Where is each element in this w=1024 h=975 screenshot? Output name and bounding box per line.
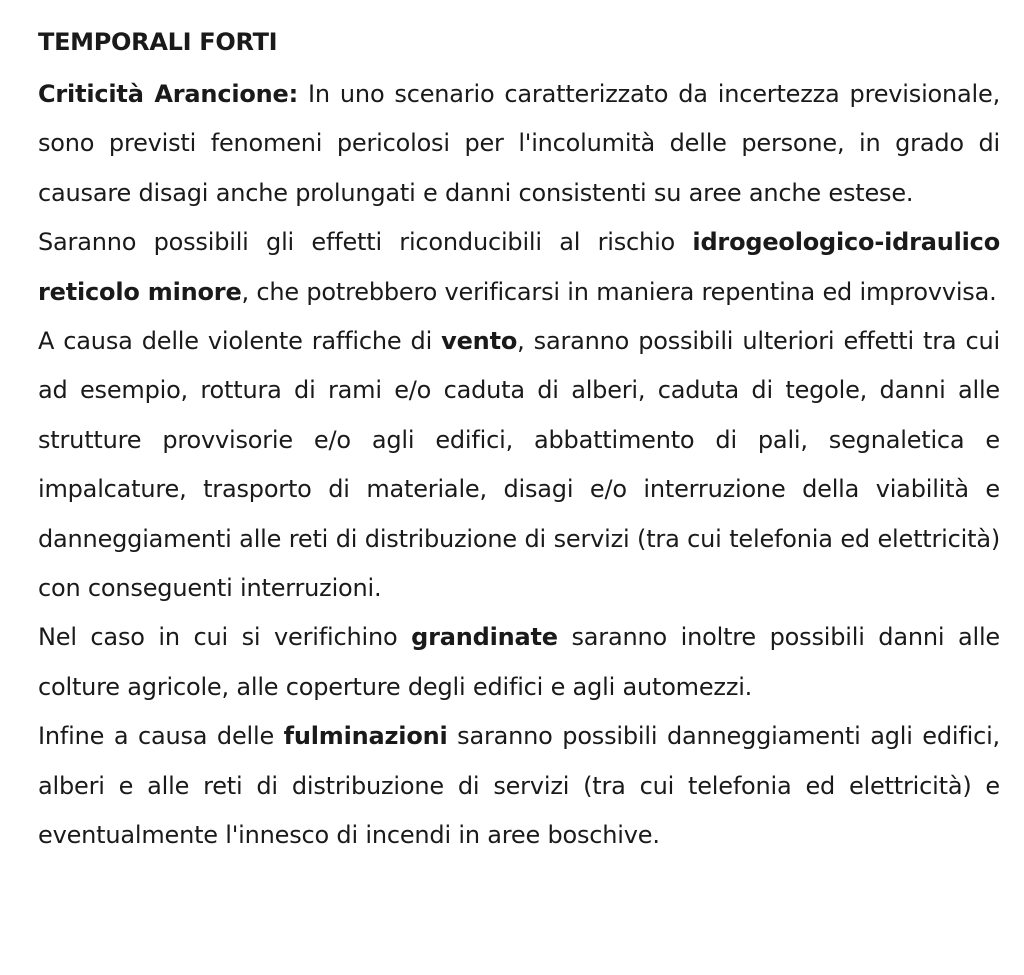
grandinate-bold: grandinate	[411, 623, 558, 652]
rischio-text-before: Saranno possibili gli effetti riconducibili al rischio	[38, 228, 693, 257]
paragraph-criticita	[38, 70, 1000, 218]
fulminazioni-text-before: Infine a causa delle	[38, 722, 284, 751]
vento-text-before: A causa delle violente raffiche di	[38, 327, 442, 356]
document-body	[38, 22, 1000, 861]
paragraph-rischio-idrogeologico	[38, 218, 1000, 317]
rischio-text-after: , che potrebbero verificarsi in maniera repentina ed improvvisa.	[241, 277, 997, 306]
fulminazioni-bold: fulminazioni	[283, 722, 448, 751]
paragraph-grandinate	[38, 613, 1000, 712]
criticita-text: In uno scenario caratterizzato da incertezza previsionale, sono previsti fenomeni pericolosi per l'incolumità delle persone, in grado di causare disagi anche prolungati e danni consistenti su aree anche estese.	[38, 80, 1001, 207]
criticita-label: Criticità Arancione:	[38, 80, 299, 108]
document-title: TEMPORALI FORTI	[38, 28, 278, 56]
paragraph-vento	[38, 317, 1000, 613]
vento-text-after: , saranno possibili ulteriori effetti tra cui ad esempio, rottura di rami e/o caduta di alberi, caduta di tegole, danni alle strutture provvisorie e/o agli edifici, abbattimento di pali, segnaletica e impalcature, trasporto di materiale, disagi e/o interruzione della viabilità e danneggiamenti alle reti di distribuzione di servizi (tra cui telefonia ed elettricità) con conseguenti interruzioni.	[38, 327, 1000, 603]
paragraph-fulminazioni	[38, 712, 1000, 860]
grandinate-text-after: saranno inoltre possibili danni alle colture agricole, alle coperture degli edifici e agli automezzi.	[38, 623, 1000, 701]
grandinate-text-before: Nel caso in cui si verifichino	[38, 623, 412, 652]
rischio-bold: idrogeologico-idraulico reticolo minore	[38, 228, 1000, 306]
vento-bold: vento	[441, 327, 518, 356]
fulminazioni-text-after: saranno possibili danneggiamenti agli edifici, alberi e alle reti di distribuzione di servizi (tra cui telefonia ed elettricità) e eventualmente l'innesco di incendi in aree boschive.	[38, 722, 1000, 850]
